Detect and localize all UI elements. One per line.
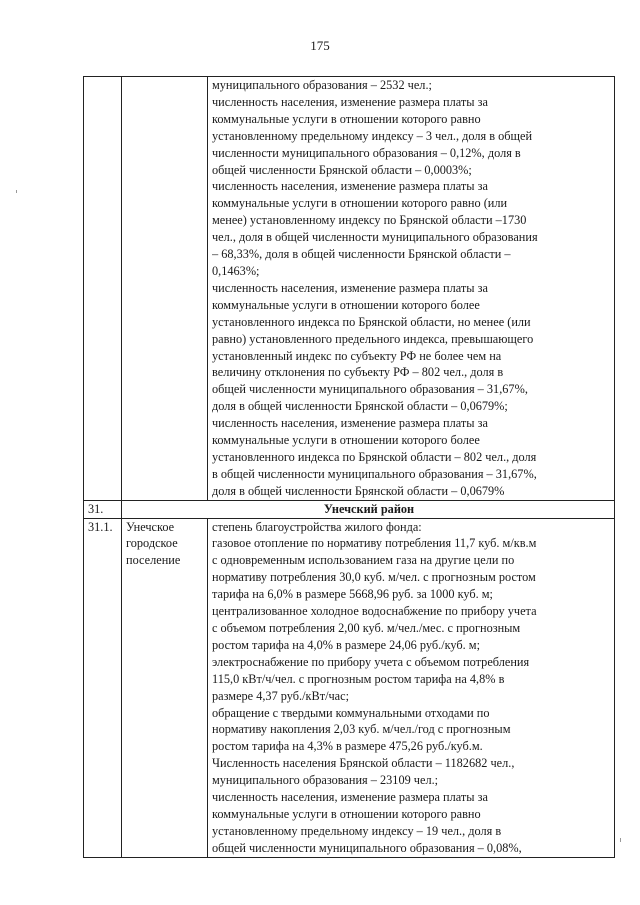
text-line: численность населения, изменение размера платы за — [212, 179, 488, 194]
text-line: ростом тарифа на 4,3% в размере 475,26 руб./куб.м. — [212, 739, 483, 754]
text-line: – 68,33%, доля в общей численности Брянской области – — [212, 247, 511, 262]
text-line: коммунальные услуги в отношении которого равно — [212, 806, 481, 821]
scan-speck — [620, 838, 621, 842]
settlement-name-line: Унечское — [126, 519, 175, 534]
text-line: общей численности муниципального образования – 0,08%, — [212, 840, 522, 855]
settlement-number: 31.1. — [84, 518, 122, 857]
text-line: коммунальные услуги в отношении которого более — [212, 433, 480, 448]
page-number: 175 — [310, 38, 330, 53]
text-line: численность населения, изменение размера платы за — [212, 790, 488, 805]
cell-text-settlement — [208, 518, 615, 857]
text-line: чел., доля в общей численности муниципального образования — [212, 230, 538, 245]
text-line: общей численности муниципального образования – 31,67%, — [212, 382, 528, 397]
text-line: 115,0 кВт/ч/чел. с прогнозным ростом тарифа на 4,8% в — [212, 671, 505, 686]
text-line: установленный индекс по субъекту РФ не более чем на — [212, 348, 502, 363]
text-line: степень благоустройства жилого фонда: — [212, 519, 422, 534]
settlement-name-line: городское — [126, 536, 178, 551]
cell-number-empty — [84, 77, 122, 501]
settlement-name — [122, 518, 208, 857]
district-number: 31. — [84, 500, 122, 518]
text-line: нормативу накопления 2,03 куб. м/чел./год с прогнозным — [212, 722, 511, 737]
text-line: газовое отопление по нормативу потребления 11,7 куб. м/кв.м — [212, 536, 537, 551]
text-line: обращение с твердыми коммунальными отходами по — [212, 705, 490, 720]
scan-speck — [16, 190, 17, 193]
table-row-continuation — [84, 77, 615, 501]
table-row-settlement — [84, 518, 615, 857]
text-line: в общей численности муниципального образования – 31,67%, — [212, 466, 537, 481]
text-line: Численность населения Брянской области – 1182682 чел., — [212, 756, 515, 771]
text-line: величину отклонения по субъекту РФ – 802 чел., доля в — [212, 365, 504, 380]
text-line: численность населения, изменение размера платы за — [212, 416, 488, 431]
text-line: численности муниципального образования – 0,12%, доля в — [212, 145, 521, 160]
text-line: коммунальные услуги в отношении которого равно — [212, 111, 481, 126]
text-line: общей численности Брянской области – 0,0003%; — [212, 162, 472, 177]
text-line: размере 4,37 руб./кВт/час; — [212, 688, 350, 703]
text-line: тарифа на 6,0% в размере 5668,96 руб. за 1000 куб. м; — [212, 587, 493, 602]
settlement-name-line: поселение — [126, 553, 181, 568]
text-line: коммунальные услуги в отношении которого более — [212, 297, 480, 312]
document-table — [83, 76, 615, 858]
text-line: менее) установленному индексу по Брянской области –1730 — [212, 213, 527, 228]
text-line: доля в общей численности Брянской области – 0,0679% — [212, 483, 505, 498]
cell-name-empty — [122, 77, 208, 501]
text-line: установленного индекса по Брянской области, но менее (или — [212, 314, 531, 329]
text-line: коммунальные услуги в отношении которого равно (или — [212, 196, 508, 211]
text-line: установленному предельному индексу – 3 чел., доля в общей — [212, 128, 533, 143]
text-line: с одновременным использованием газа на другие цели по — [212, 553, 515, 568]
text-line: доля в общей численности Брянской области – 0,0679%; — [212, 399, 508, 414]
district-name: Унечский район — [122, 500, 615, 518]
text-line: численность населения, изменение размера платы за — [212, 280, 488, 295]
text-line: с объемом потребления 2,00 куб. м/чел./мес. с прогнозным — [212, 621, 521, 635]
text-line: 0,1463%; — [212, 263, 260, 278]
text-line: ростом тарифа на 4,0% в размере 24,06 руб./куб. м; — [212, 637, 480, 652]
text-line: установленному предельному индексу – 19 чел., доля в — [212, 823, 502, 838]
cell-text-continuation — [208, 77, 615, 501]
text-line: муниципального образования – 2532 чел.; — [212, 78, 432, 92]
text-line: электроснабжение по прибору учета с объемом потребления — [212, 654, 530, 669]
text-line: равно) установленного предельного индекса, превышающего — [212, 331, 534, 346]
text-line: муниципального образования – 23109 чел.; — [212, 773, 439, 788]
text-line: нормативу потребления 30,0 куб. м/чел. с прогнозным ростом — [212, 570, 536, 585]
table-row-district — [84, 500, 615, 518]
text-line: установленного индекса по Брянской области – 802 чел., доля — [212, 449, 537, 464]
text-line: централизованное холодное водоснабжение по прибору учета — [212, 604, 537, 619]
text-line: численность населения, изменение размера платы за — [212, 94, 488, 109]
